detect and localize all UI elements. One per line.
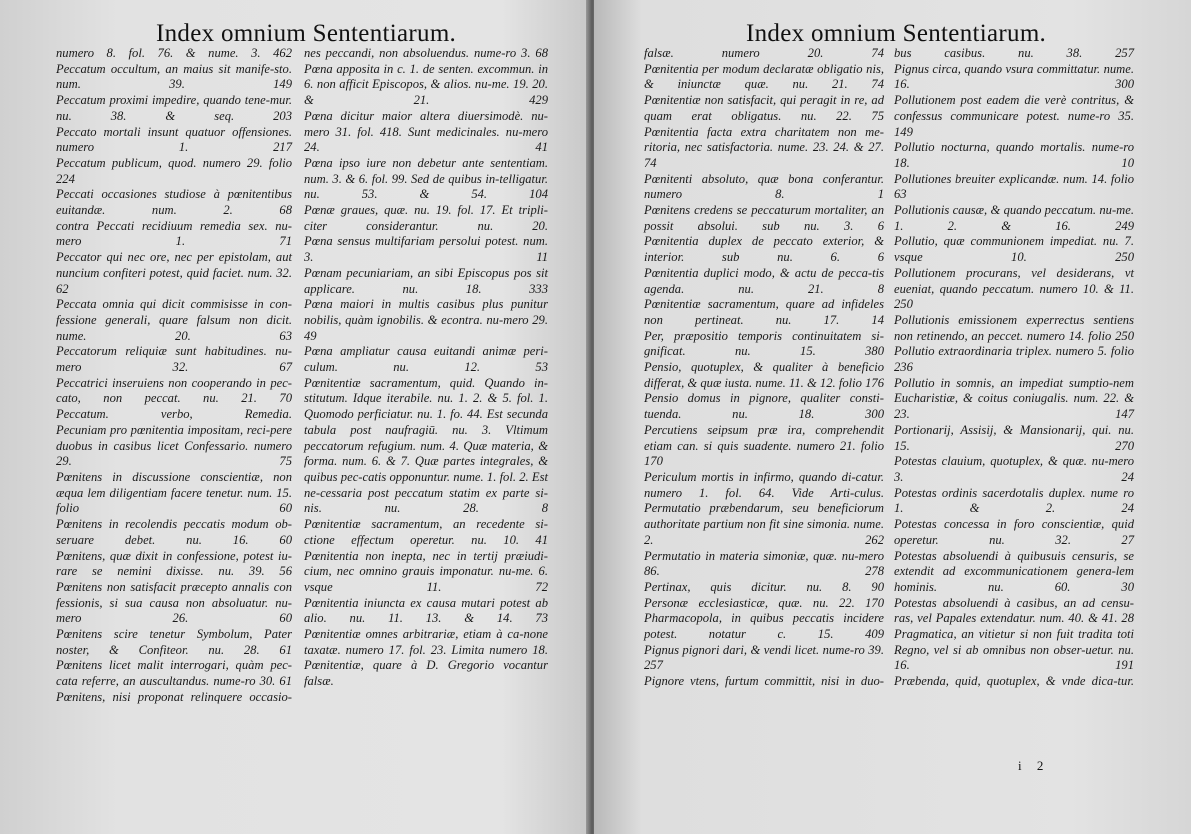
index-entry: Pœnitentiæ, quare à D. Gregorio vocantur falsæ. <box>304 658 548 689</box>
index-entry: Pignus circa, quando vsura committatur. nume. 16. 300 <box>894 61 1134 92</box>
index-entry: Peccatum publicum, quod. numero 29. folio 224 <box>56 155 292 186</box>
index-entry: Pœna maiori in multis casibus plus punitur nobilis, quàm ignobilis. & econtra. nu-mero 29. 49 <box>304 297 548 343</box>
index-entry: Pœna ampliatur causa euitandi animæ peri-culum. nu. 12. 53 <box>304 344 548 375</box>
index-entry: Pecuniam pro pœnitentia impositam, reci-pere duobus in casibus licet Confessario. numero 29. 75 <box>56 422 292 469</box>
index-entry: Pollutio nocturna, quando mortalis. nume-ro 18. 10 <box>894 140 1134 170</box>
index-entry: Potestas clauium, quotuplex, & quæ. nu-mero 3. 24 <box>894 454 1134 484</box>
index-entry: nes peccandi, non absoluendus. nume-ro 3. 68 <box>304 46 548 60</box>
index-entry: Pœnitentiæ omnes arbitrariæ, etiam à ca-none taxatæ. numero 17. fol. 23. Limita numero 18. <box>304 627 548 657</box>
index-entry: Portionarij, Assisij, & Mansionarij, qui. nu. 15. 270 <box>894 422 1134 453</box>
index-entry: Pœna dicitur maior altera diuersimodè. nu-mero 31. fol. 418. Sunt medicinales. nu-mero 24. 41 <box>304 108 548 155</box>
index-entry: Pœna sensus multifariam persolui potest. num. 3. 11 <box>304 234 548 265</box>
right-column-1 <box>644 46 884 690</box>
index-entry: Per, præpositio temporis continuitatem si-gnificat. nu. 15. 380 <box>644 328 884 359</box>
index-entry: Præbenda, quid, quotuplex, & vnde dica-tur. <box>894 674 1134 689</box>
index-entry: contra Peccati recidiuum remedia sex. nu-mero 1. 71 <box>56 218 292 249</box>
index-entry: Peccator qui nec ore, nec per epistolam, aut nuncium confiteri potest, quid faciet. num. 32. 62 <box>56 250 292 296</box>
index-entry: Peccatorum reliquiæ sunt habitudines. nu-mero 32. 67 <box>56 344 292 375</box>
index-entry: Pœnitenti absoluto, quæ bona conferantur. numero 8. 1 <box>644 171 884 202</box>
index-entry: Peccati occasiones studiose à pœnitentibus euitandæ. num. 2. 68 <box>56 187 292 218</box>
index-entry: Potestas ordinis sacerdotalis duplex. nume ro 1. & 2. 24 <box>894 485 1134 516</box>
index-entry: Pœnitentiæ sacramentum, quid. Quando in-stitutum. Idque iterabile. nu. 1. 2. & 5. fol. 1. Quomodo perficiatur. nu. 1. fo. 44. Est secunda tabula post naufragiū. nu. 3. Vltimum peccatorum refugium. num. 4. Quæ materia, & forma. num. 6. & 7. Quæ partes integrales, & quibus pec-catis opponuntur. nume. 1. fol. 2. Est ne-cessaria post peccatum statim ex parte si-nis. nu. 28. 8 <box>304 375 548 516</box>
index-entry: Pœnitentia facta extra charitatem non me-ritoria, nec satisfactoria. nume. 23. 24. & 27. 74 <box>644 124 884 170</box>
index-entry: Pollutio extraordinaria triplex. numero 5. folio 236 <box>894 344 1134 375</box>
index-entry: Pœnitentia iniuncta ex causa mutari potest ab alio. nu. 11. 13. & 14. 73 <box>304 595 548 626</box>
index-entry: Pollutionem procurans, vel desiderans, vt eueniat, quando peccatum. numero 10. & 11. 250 <box>894 265 1134 312</box>
index-entry: Permutatio præbendarum, seu beneficiorum authoritate partium non fit sine simonia. nume. 2. 262 <box>644 501 884 547</box>
index-entry: Pollutio in somnis, an impediat sumptio-nem Eucharistiæ, & coitus coniugalis. num. 22. & 23. 147 <box>894 375 1134 422</box>
index-entry: Peccatum occultum, an maius sit manife-sto. num. 39. 149 <box>56 61 292 92</box>
index-entry: Pensio domus in pignore, qualiter consti-tuenda. nu. 18. 300 <box>644 391 884 422</box>
index-entry: Pœnitens licet malit interrogari, quàm pec-cata referre, an auscultandus. nume-ro 30. 61 <box>56 658 292 689</box>
index-entry: Pœnitentiæ sacramentum, an recedente si-ctione effectum operetur. nu. 10. 41 <box>304 517 548 547</box>
index-entry: Peccata omnia qui dicit commisisse in con-fessione generali, quare falsum non dicit. nume. 20. 63 <box>56 297 292 343</box>
index-entry: Pœnæ graues, quæ. nu. 19. fol. 17. Et tripli-citer considerantur. nu. 20. <box>304 203 548 233</box>
index-entry: Pœnitentia non inepta, nec in tertij præiudi-cium, nec omnino grauis imponatur. nu-me. 6. vsque 11. 72 <box>304 548 548 594</box>
index-entry: Pœnitens, quæ dixit in confessione, potest iu-rare se nemini dixisse. nu. 39. 56 <box>56 548 292 579</box>
index-entry: Pollutionis emissionem experrectus sentiens non retinendo, an peccet. numero 14. folio 250 <box>894 312 1134 343</box>
index-entry: Pœnitentia duplici modo, & actu de pecca-tis agenda. nu. 21. 8 <box>644 265 884 296</box>
index-entry: Periculum mortis in infirmo, quando di-catur. numero 1. fol. 64. Vide Arti-culus. <box>644 469 884 500</box>
index-entry: Pertinax, quis dicitur. nu. 8. 90 <box>644 579 884 594</box>
index-entry: Potestas concessa in foro conscientiæ, quid operetur. nu. 32. 27 <box>894 517 1134 547</box>
index-entry: Pœnitentia duplex de peccato exterior, & interior. sub nu. 6. 6 <box>644 234 884 265</box>
index-entry: Permutatio in materia simoniæ, quæ. nu-mero 86. 278 <box>644 548 884 579</box>
index-entry: Potestas absoluendi à quibusuis censuris, se extendit ad excommunicationem genera-lem hominis. nu. 60. 30 <box>894 548 1134 594</box>
index-entry: Potestas absoluendi à casibus, an ad censu-ras, vel Papales extendatur. num. 40. & 41. 28 <box>894 595 1134 626</box>
page-number: i 2 <box>1018 758 1050 773</box>
index-entry: Pollutionis causæ, & quando peccatum. nu-me. 1. 2. & 16. 249 <box>894 203 1134 233</box>
index-entry: Percutiens seipsum præ ira, comprehendit etiam can. si quis suadente. numero 21. folio 170 <box>644 422 884 469</box>
index-entry: Peccatum. verbo, Remedia. <box>56 407 292 422</box>
left-column-2 <box>304 46 548 690</box>
right-page-header: Index omnium Sententiarum. <box>746 20 1047 47</box>
index-entry: Pollutio, quæ communionem impediat. nu. 7. vsque 10. 250 <box>894 234 1134 265</box>
index-entry: Pragmatica, an vitietur si non fuit tradita toti Regno, vel si ab omnibus non obser-uetur. nu. 16. 191 <box>894 627 1134 673</box>
left-column-1 <box>56 46 292 706</box>
index-entry: Peccato mortali insunt quatuor offensiones. numero 1. 217 <box>56 124 292 155</box>
index-entry: bus casibus. nu. 38. 257 <box>894 46 1134 60</box>
index-entry: Pœna apposita in c. 1. de senten. excommun. in 6. non afficit Episcopos, & alios. nu-me. 19. 20. & 21. 429 <box>304 61 548 108</box>
right-column-2 <box>894 46 1134 690</box>
right-page <box>594 0 1191 834</box>
index-entry: falsæ. numero 20. 74 <box>644 46 884 60</box>
index-entry: Personæ ecclesiasticæ, quæ. nu. 22. 170 <box>644 595 884 610</box>
index-entry: Peccatum proximi impedire, quando tene-mur. nu. 38. & seq. 203 <box>56 93 292 123</box>
index-entry: Pœnitens in recolendis peccatis modum ob-seruare debet. nu. 16. 60 <box>56 517 292 547</box>
index-entry: Pharmacopola, in quibus peccatis incidere potest. notatur c. 15. 409 <box>644 611 884 642</box>
index-entry: Pollutionem post eadem die verè contritus, & confessus communicare potest. nume-ro 35. 149 <box>894 93 1134 139</box>
index-entry: Pœnitens scire tenetur Symbolum, Pater noster, & Confiteor. nu. 28. 61 <box>56 627 292 657</box>
index-entry: Pœnitentiæ non satisfacit, qui peragit in re, ad quam erat obligatus. nu. 22. 75 <box>644 93 884 123</box>
index-entry: Pœnitentiæ sacramentum, quare ad infideles non pertineat. nu. 17. 14 <box>644 297 884 327</box>
index-entry: Peccatrici inseruiens non cooperando in pec-cato, non peccat. nu. 21. 70 <box>56 375 292 406</box>
index-entry: Pollutiones breuiter explicandæ. num. 14. folio 63 <box>894 171 1134 202</box>
index-entry: Pœnitens in discussione conscientiæ, non æqua lem diligentiam facere tenetur. num. 15. folio 60 <box>56 469 292 516</box>
left-page <box>0 0 590 834</box>
index-entry: Pœnitens non satisfacit præcepto annalis con fessionis, si sua causa non absoluatur. nu-mero 26. 60 <box>56 579 292 626</box>
index-entry: Pœnitentia per modum declaratæ obligatio nis, & iniunctæ quæ. nu. 21. 74 <box>644 61 884 92</box>
index-entry: Pœnitens credens se peccaturum mortaliter, an possit absolui. sub nu. 3. 6 <box>644 203 884 233</box>
index-entry: Pœna ipso iure non debetur ante sententiam. num. 3. & 6. fol. 99. Sed de quibus in-telligatur. nu. 53. & 54. 104 <box>304 155 548 202</box>
index-entry: Pœnam pecuniariam, an sibi Episcopus pos sit applicare. nu. 18. 333 <box>304 265 548 296</box>
index-entry: Pœnitens, nisi proponat relinquere occasio- <box>56 689 292 704</box>
index-entry: Pensio, quotuplex, & qualiter à beneficio differat, & quæ iusta. nume. 11. & 12. folio 176 <box>644 360 884 390</box>
index-entry: numero 8. fol. 76. & nume. 3. 462 <box>56 46 292 60</box>
index-entry: Pignus pignori dari, & vendi licet. nume-ro 39. 257 <box>644 642 884 673</box>
left-page-header: Index omnium Sententiarum. <box>156 20 457 47</box>
index-entry: Pignore vtens, furtum committit, nisi in duo- <box>644 674 884 689</box>
